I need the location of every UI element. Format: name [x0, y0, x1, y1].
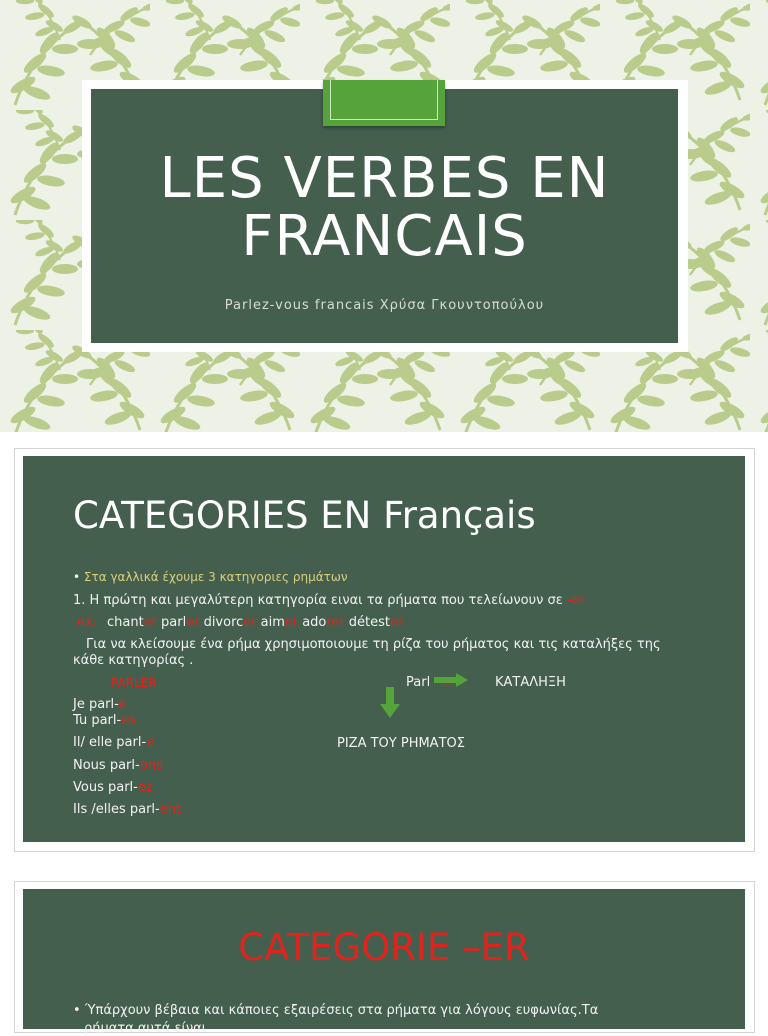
- main-title-line1: LES VERBES EN: [159, 146, 610, 211]
- slide3-bullet-marker: •: [73, 1003, 81, 1018]
- example-verb: [349, 615, 404, 630]
- example-ending: er: [390, 615, 404, 630]
- numbered-item: [73, 593, 585, 609]
- example-ending: er: [243, 615, 257, 630]
- conjugation-stem: Vous parl-: [73, 780, 138, 795]
- verb-heading: PARLER: [111, 676, 157, 690]
- slide3-line2: [84, 1021, 384, 1027]
- example-ending: er: [186, 615, 200, 630]
- conjugation-ending: e: [146, 735, 155, 750]
- conjugation-row: [73, 735, 154, 751]
- example-ending: rer: [326, 615, 345, 630]
- diagram-stem: Parl: [406, 675, 431, 690]
- slide3-title: CATEGORIE –ER: [238, 926, 530, 969]
- conjugation-row: [73, 802, 181, 818]
- bullet-text: Στα γαλλικά έχουμε 3 κατηγοριες ρημάτων: [83, 570, 348, 584]
- explanation-line1: [73, 637, 661, 653]
- conjugation-stem: Je parl-: [73, 697, 119, 712]
- arrow-down-icon: [380, 687, 400, 718]
- example-verb: [261, 615, 299, 630]
- item-text: Η πρώτη και μεγαλύτερη κατηγορία ειναι τα ρήματα που τελείωνουν σε: [89, 593, 563, 608]
- conjugation-ending: ons: [139, 758, 163, 773]
- example-verb: [161, 615, 200, 630]
- slide2-title: CATEGORIES EN Français: [73, 494, 536, 537]
- bullet-marker: •: [73, 570, 81, 584]
- item-number: 1.: [73, 593, 86, 608]
- example-verb: [204, 615, 257, 630]
- example-ending: er: [143, 615, 158, 630]
- conjugation-stem: Nous parl-: [73, 758, 140, 773]
- example-verb: [302, 615, 345, 630]
- conjugation-ending: ez: [137, 780, 153, 795]
- example-ending: er: [284, 615, 299, 630]
- examples-line: [77, 615, 403, 631]
- diagram-ending-label: ΚΑΤΑΛΗΞΗ: [495, 675, 566, 690]
- slide3-line1: [73, 1003, 598, 1018]
- conjugation-ending: ent: [159, 802, 182, 817]
- conjugation-ending: e: [118, 697, 127, 712]
- bullet-line: [73, 569, 348, 585]
- example-stem: chant: [106, 615, 144, 630]
- explanation-line2: κάθε κατηγορίας .: [73, 653, 194, 668]
- examples-label: ex:: [77, 615, 97, 630]
- explanation-text1: Για να κλείσουμε ένα ρήμα χρησιμοποιουμε τη ρίζα του ρήματος και τις καταλήξες της: [86, 637, 661, 652]
- conjugation-stem: Il/ elle parl-: [73, 735, 147, 750]
- example-stem: détest: [348, 615, 391, 630]
- main-title-line2: FRANCAIS: [241, 204, 528, 269]
- slide3-line1-text: Ύπάρχουν βέβαια και κάποιες εξαιρέσεις στα ρήματα για λόγους ευφωνίας.Τα: [84, 1003, 599, 1018]
- main-title: [91, 146, 678, 269]
- conjugation-ending: es: [121, 713, 136, 728]
- example-stem: divorc: [203, 615, 244, 630]
- example-stem: aim: [260, 615, 285, 630]
- conjugation-row: [73, 780, 153, 796]
- conjugation-row: [73, 697, 127, 713]
- subtitle: Parlez-vous francais Χρύσα Γκουντοπούλου: [224, 298, 545, 313]
- conjugation-stem: Tu parl-: [73, 713, 122, 728]
- conjugation-stem: Ils /elles parl-: [73, 802, 160, 817]
- examples-list: [101, 615, 403, 630]
- item-ending: -er: [566, 593, 585, 608]
- title-accent-tab: [323, 80, 445, 126]
- conjugation-row: [73, 758, 163, 774]
- diagram-root-label: ΡΙΖΑ ΤΟΥ ΡΗΜΑΤΟΣ: [337, 736, 465, 751]
- conjugation-row: [73, 713, 136, 729]
- title-slide: [0, 0, 768, 432]
- example-stem: ado: [302, 615, 327, 630]
- arrow-right-icon: [434, 673, 468, 687]
- example-verb: [107, 615, 157, 630]
- example-stem: parl: [161, 615, 187, 630]
